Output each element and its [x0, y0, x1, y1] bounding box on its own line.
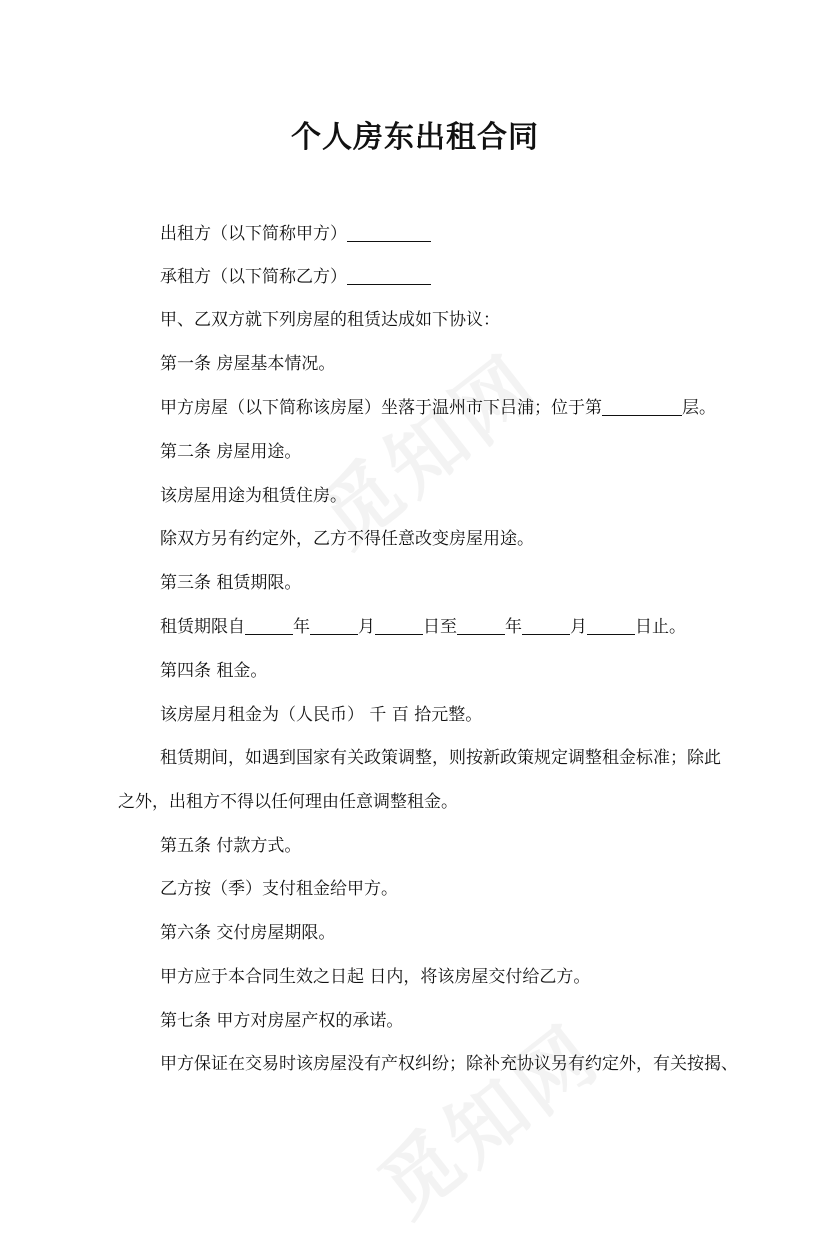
day-to-unit: 日至 — [423, 617, 457, 637]
floor-unit: 层。 — [682, 398, 716, 418]
month-unit: 月 — [570, 617, 587, 637]
article-5-title: 第五条 付款方式。 — [160, 836, 302, 856]
year-unit: 年 — [293, 617, 310, 637]
day-end-unit: 日止。 — [635, 617, 686, 637]
start-year-blank — [245, 616, 293, 635]
article-6-title: 第六条 交付房屋期限。 — [160, 923, 336, 943]
end-month-blank — [522, 616, 570, 635]
month-unit: 月 — [358, 617, 375, 637]
article-1-title: 第一条 房屋基本情况。 — [160, 354, 336, 374]
article-6-text: 甲方应于本合同生效之日起 日内，将该房屋交付给乙方。 — [160, 967, 591, 987]
document-title: 个人房东出租合同 — [291, 120, 539, 155]
lessee-blank — [347, 266, 431, 285]
article-5-text: 乙方按（季）支付租金给甲方。 — [160, 879, 398, 899]
end-year-blank — [457, 616, 505, 635]
article-3-title: 第三条 租赁期限。 — [160, 573, 302, 593]
lessor-label: 出租方（以下简称甲方） — [160, 224, 347, 244]
article-4-text-2b: 之外，出租方不得以任何理由任意调整租金。 — [118, 792, 458, 812]
article-4-text-2a: 租赁期间，如遇到国家有关政策调整，则按新政策规定调整租金标准；除此 — [160, 748, 721, 768]
article-1-text — [160, 396, 716, 420]
lessee-line — [160, 265, 431, 289]
article-2-text-1: 该房屋用途为租赁住房。 — [160, 486, 347, 506]
article-7-title: 第七条 甲方对房屋产权的承诺。 — [160, 1011, 404, 1031]
lease-term-line — [160, 615, 686, 639]
article-4-title: 第四条 租金。 — [160, 661, 268, 681]
intro-paragraph: 甲、乙双方就下列房屋的租赁达成如下协议： — [160, 310, 500, 330]
lessee-label: 承租方（以下简称乙方） — [160, 267, 347, 287]
term-prefix: 租赁期限自 — [160, 617, 245, 637]
article-2-text-2: 除双方另有约定外，乙方不得任意改变房屋用途。 — [160, 529, 534, 549]
start-month-blank — [310, 616, 358, 635]
floor-blank — [602, 397, 682, 416]
article-7-text: 甲方保证在交易时该房屋没有产权纠纷；除补充协议另有约定外，有关按揭、 — [160, 1054, 738, 1074]
lessor-blank — [347, 223, 431, 242]
start-day-blank — [375, 616, 423, 635]
location-text: 甲方房屋（以下简称该房屋）坐落于温州市下吕浦；位于第 — [160, 398, 602, 418]
end-day-blank — [587, 616, 635, 635]
lessor-line — [160, 222, 431, 246]
year-unit: 年 — [505, 617, 522, 637]
article-4-text-1: 该房屋月租金为（人民币） 千 百 拾元整。 — [160, 705, 483, 725]
article-2-title: 第二条 房屋用途。 — [160, 442, 302, 462]
